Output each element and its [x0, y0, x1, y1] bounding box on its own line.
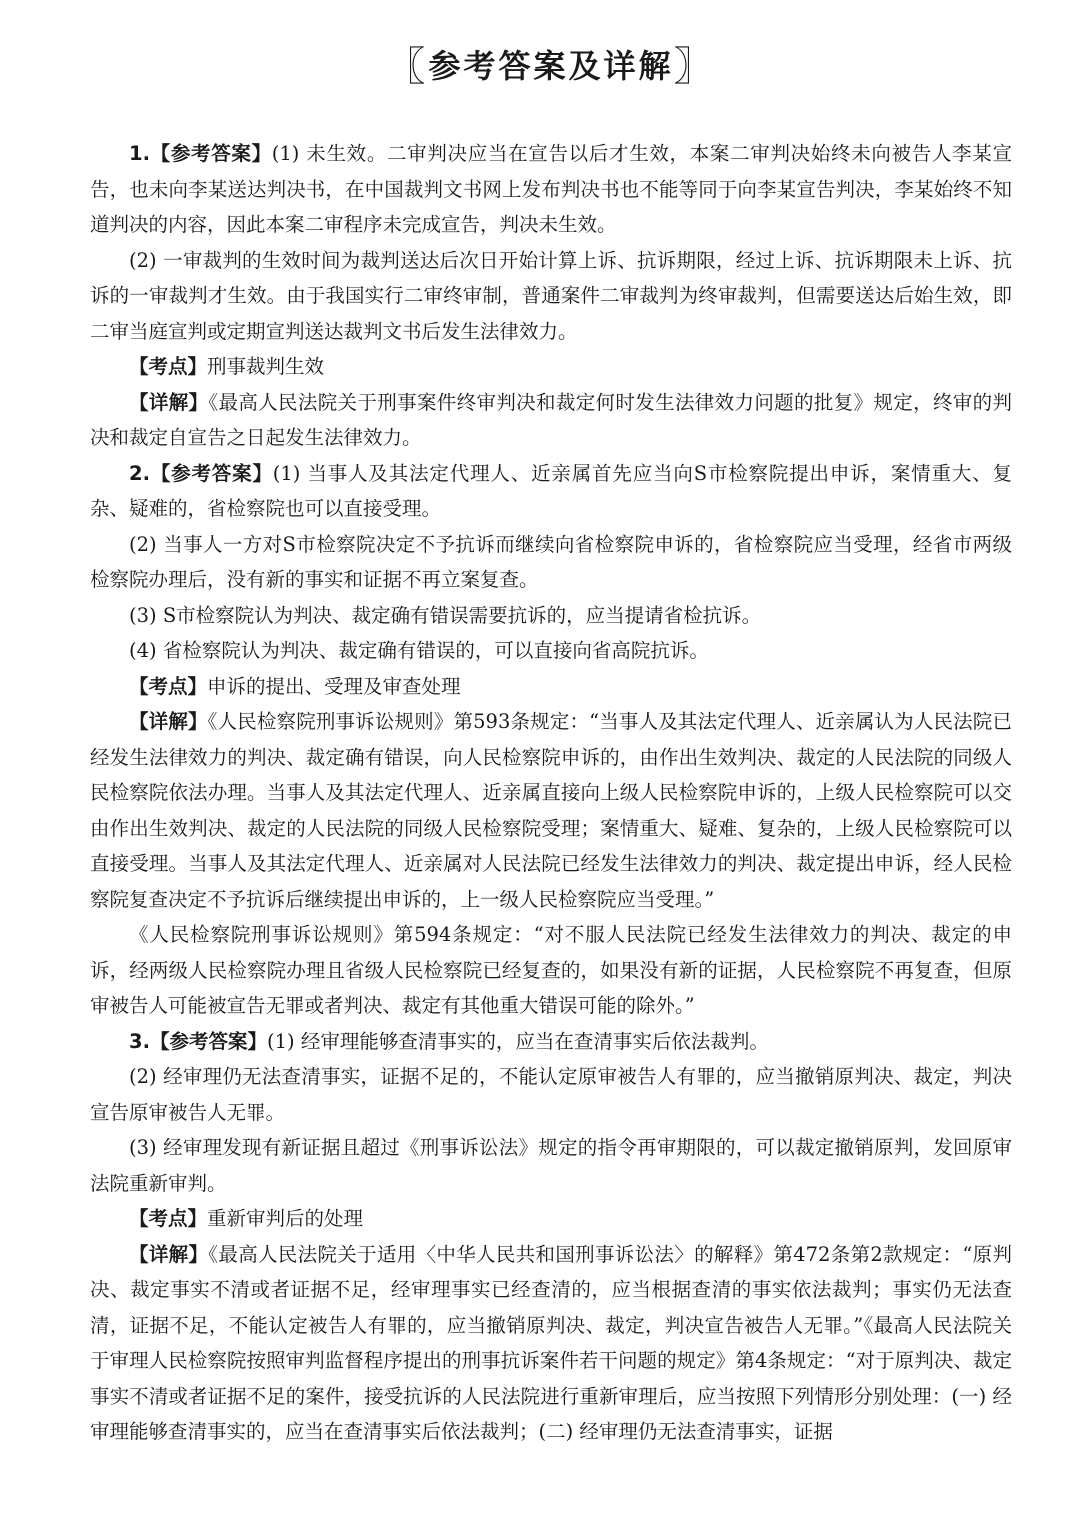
paragraph-text: 《最高人民法院关于适用〈中华人民共和国刑事诉讼法〉的解释》第472条第2款规定：“原判决、裁定事实不清或者证据不足，经审理事实已经查清的，应当根据查清的事实依法裁判；事实仍无法查清，证据不足，不能认定被告人有罪的，应当撤销原判决、裁定，判决宣告被告人无罪。”《最高人民法院关于审理人民检察院按照审判监督程序提出的刑事抗诉案件若干问题的规定》第4条规定：“对于原判决、裁定事实不清或者证据不足的案件，接受抗诉的人民法院进行重新审理后，应当按照下列情形分别处理：(一) 经审理能够查清事实的，应当在查清事实后依法裁判；(二) 经审理仍无法查清事实，证据 [90, 1242, 1012, 1443]
paragraph-text: 《人民检察院刑事诉讼规则》第593条规定：“当事人及其法定代理人、近亲属认为人民法院已经发生法律效力的判决、裁定确有错误，向人民检察院申诉的，由作出生效判决、裁定的人民法院的同级人民检察院依法办理。当事人及其法定代理人、近亲属直接向上级人民检察院申诉的，上级人民检察院可以交由作出生效判决、裁定的人民法院的同级人民检察院受理；案情重大、疑难、复杂的，上级人民检察院可以直接受理。当事人及其法定代理人、近亲属对人民法院已经发生法律效力的判决、裁定提出申诉，经人民检察院复查决定不予抗诉后继续提出申诉的，上一级人民检察院应当受理。” [90, 710, 1012, 911]
paragraph [90, 1024, 1012, 1060]
paragraph-text: 申诉的提出、受理及审查处理 [207, 674, 461, 698]
paragraph [90, 136, 1012, 243]
paragraph [90, 598, 1012, 634]
question-number: 1. [129, 142, 150, 165]
paragraph [90, 704, 1012, 917]
answer-body [90, 136, 1012, 1450]
paragraph-text: (4) 省检察院认为判决、裁定确有错误的，可以直接向省高院抗诉。 [129, 639, 709, 662]
section-tag: 【参考答案】 [149, 1029, 267, 1053]
document-page [0, 40, 1080, 1540]
paragraph [90, 633, 1012, 669]
paragraph [90, 1201, 1012, 1237]
paragraph [90, 527, 1012, 598]
question-number: 2. [129, 461, 150, 485]
paragraph [90, 1237, 1012, 1450]
section-tag: 【考点】 [129, 674, 208, 698]
page-title [90, 40, 1012, 92]
section-tag: 【考点】 [129, 355, 208, 378]
paragraph-text: (1) 未生效。二审判决应当在宣告以后才生效，本案二审判决始终未向被告人李某宣告，也未向李某送达判决书，在中国裁判文书网上发布判决书也不能等同于向李某宣告判决，李某始终不知道判决的内容，因此本案二审程序未完成宣告，判决未生效。 [90, 142, 1012, 236]
title-right-bracket: 〗 [673, 44, 717, 90]
paragraph [90, 917, 1012, 1024]
section-tag: 【参考答案】 [149, 142, 272, 165]
question-number: 3. [129, 1029, 150, 1053]
paragraph-text: 《最高人民法院关于刑事案件终审判决和裁定何时发生法律效力问题的批复》规定，终审的判决和裁定自宣告之日起发生法律效力。 [90, 390, 1012, 449]
paragraph-text: 重新审判后的处理 [207, 1207, 364, 1230]
paragraph [90, 385, 1012, 456]
section-tag: 【考点】 [129, 1207, 208, 1230]
paragraph [90, 456, 1012, 527]
section-tag: 【参考答案】 [149, 461, 273, 485]
paragraph-text: 刑事裁判生效 [207, 355, 325, 378]
paragraph-text: (2) 一审裁判的生效时间为裁判送达后次日开始计算上诉、抗诉期限，经过上诉、抗诉期限未上诉、抗诉的一审裁判才生效。由于我国实行二审终审制，普通案件二审裁判为终审裁判，但需要送达后始生效，即二审当庭宣判或定期宣判送达裁判文书后发生法律效力。 [90, 248, 1012, 343]
paragraph [90, 349, 1012, 385]
paragraph-text: (2) 当事人一方对S市检察院决定不予抗诉而继续向省检察院申诉的，省检察院应当受理，经省市两级检察院办理后，没有新的事实和证据不再立案复查。 [90, 532, 1012, 591]
title-text: 参考答案及详解 [428, 47, 674, 85]
paragraph-text: (1) 经审理能够查清事实的，应当在查清事实后依法裁判。 [267, 1029, 769, 1053]
paragraph-text: (3) S市检察院认为判决、裁定确有错误需要抗诉的，应当提请省检抗诉。 [129, 603, 762, 627]
paragraph-text: (2) 经审理仍无法查清事实，证据不足的，不能认定原审被告人有罪的，应当撤销原判决、裁定，判决宣告原审被告人无罪。 [90, 1065, 1012, 1124]
paragraph [90, 243, 1012, 350]
title-left-bracket: 〖 [385, 44, 429, 90]
section-tag: 【详解】 [129, 390, 209, 414]
section-tag: 【详解】 [129, 1242, 209, 1266]
paragraph [90, 669, 1012, 705]
paragraph-text: 《人民检察院刑事诉讼规则》第594条规定：“对不服人民法院已经发生法律效力的判决、裁定的申诉，经两级人民检察院办理且省级人民检察院已经复查的，如果没有新的证据，人民检察院不再复查，但原审被告人可能被宣告无罪或者判决、裁定有其他重大错误可能的除外。” [90, 923, 1012, 1017]
paragraph-text: (3) 经审理发现有新证据且超过《刑事诉讼法》规定的指令再审期限的，可以裁定撤销原判，发回原审法院重新审判。 [90, 1136, 1012, 1195]
paragraph-text: (1) 当事人及其法定代理人、近亲属首先应当向S市检察院提出申诉，案情重大、复杂、疑难的，省检察院也可以直接受理。 [90, 461, 1012, 520]
section-tag: 【详解】 [129, 710, 208, 733]
paragraph [90, 1059, 1012, 1130]
paragraph [90, 1130, 1012, 1201]
